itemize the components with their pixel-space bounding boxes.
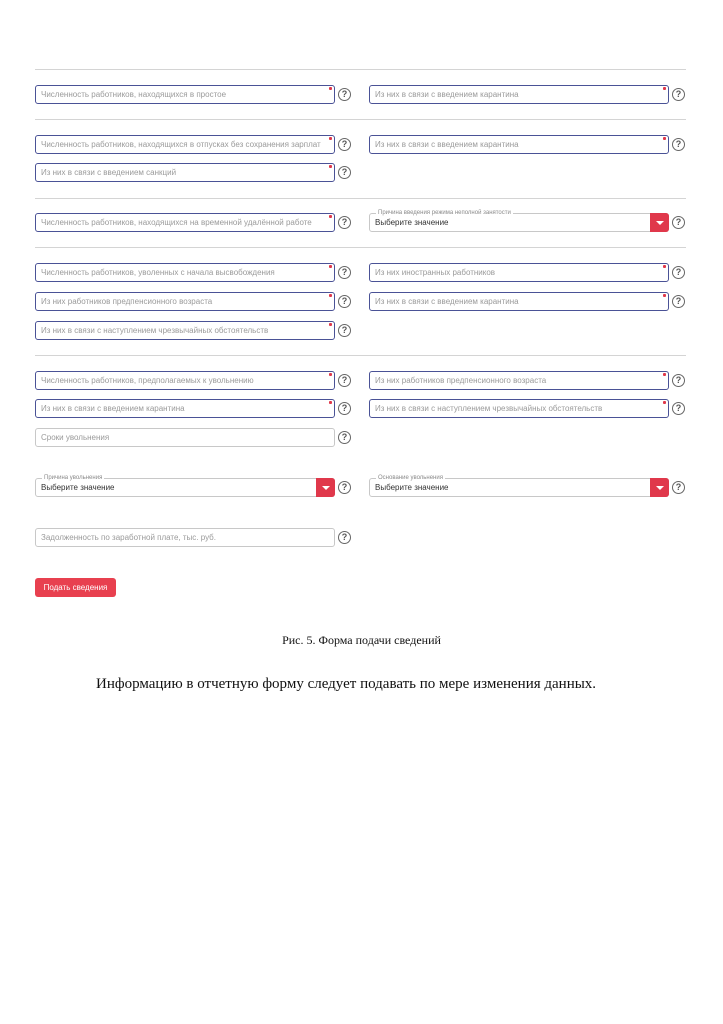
help-icon[interactable]: ? — [672, 481, 685, 494]
required-marker — [663, 401, 666, 404]
help-icon[interactable]: ? — [672, 88, 685, 101]
select-legend: Причина увольнения — [44, 475, 103, 481]
select-value: Выберите значение — [375, 483, 449, 492]
help-icon[interactable]: ? — [672, 374, 685, 387]
required-marker — [329, 323, 332, 326]
help-icon[interactable]: ? — [338, 374, 351, 387]
field-placeholder: Из них работников предпенсионного возраста — [41, 297, 213, 306]
field-placeholder: Из них в связи с введением карантина — [375, 90, 519, 99]
section-divider — [35, 247, 686, 248]
chevron-down-icon[interactable] — [650, 478, 669, 497]
dismissal-basis-select[interactable] — [369, 475, 669, 497]
field-placeholder: Из них иностранных работников — [375, 268, 496, 277]
required-marker — [329, 87, 332, 90]
workers-unpaid-leave-input[interactable] — [35, 135, 335, 154]
field-placeholder: Из них в связи с введением карантина — [375, 297, 519, 306]
unpaid-leave-quarantine-input[interactable] — [369, 135, 669, 154]
dismissed-foreign-input[interactable] — [369, 263, 669, 282]
help-icon[interactable]: ? — [338, 324, 351, 337]
required-marker — [663, 87, 666, 90]
field-placeholder: Численность работников, находящихся в простое — [41, 90, 227, 99]
help-icon[interactable]: ? — [672, 295, 685, 308]
dismissed-prepension-input[interactable] — [35, 292, 335, 311]
help-icon[interactable]: ? — [672, 138, 685, 151]
select-value: Выберите значение — [375, 218, 449, 227]
workers-idle-input[interactable] — [35, 85, 335, 104]
unpaid-leave-sanctions-input[interactable] — [35, 163, 335, 182]
field-placeholder: Из них в связи с наступлением чрезвычайных обстоятельств — [375, 404, 603, 413]
dismissal-terms-input[interactable] — [35, 428, 335, 447]
required-marker — [663, 294, 666, 297]
field-placeholder: Численность работников, предполагаемых к увольнению — [41, 376, 254, 385]
field-placeholder: Из них работников предпенсионного возраста — [375, 376, 547, 385]
submit-button[interactable]: Подать сведения — [35, 578, 116, 597]
help-icon[interactable]: ? — [672, 216, 685, 229]
salary-debt-input[interactable] — [35, 528, 335, 547]
help-icon[interactable]: ? — [338, 402, 351, 415]
planned-prepension-input[interactable] — [369, 371, 669, 390]
required-marker — [329, 401, 332, 404]
field-placeholder: Из них в связи с введением карантина — [41, 404, 185, 413]
help-icon[interactable]: ? — [338, 138, 351, 151]
chevron-down-icon[interactable] — [316, 478, 335, 497]
help-icon[interactable]: ? — [338, 295, 351, 308]
workers-planned-dismissal-input[interactable] — [35, 371, 335, 390]
section-divider — [35, 198, 686, 199]
figure-caption: Рис. 5. Форма подачи сведений — [282, 633, 441, 647]
dismissed-emergency-input[interactable] — [35, 321, 335, 340]
field-placeholder: Численность работников, уволенных с начала высвобождения — [41, 268, 275, 277]
idle-quarantine-input[interactable] — [369, 85, 669, 104]
planned-quarantine-input[interactable] — [35, 399, 335, 418]
planned-emergency-input[interactable] — [369, 399, 669, 418]
workers-remote-input[interactable] — [35, 213, 335, 232]
dismissed-quarantine-input[interactable] — [369, 292, 669, 311]
chevron-down-icon[interactable] — [650, 213, 669, 232]
field-placeholder: Из них в связи с введением карантина — [375, 140, 519, 149]
field-placeholder: Сроки увольнения — [41, 433, 110, 442]
section-divider — [35, 69, 686, 70]
help-icon[interactable]: ? — [338, 481, 351, 494]
field-placeholder: Численность работников, находящихся на временной удалённой работе — [41, 218, 312, 227]
select-legend: Причина введения режима неполной занятости — [378, 210, 511, 216]
select-legend: Основание увольнения — [378, 475, 443, 481]
section-divider — [35, 355, 686, 356]
select-value: Выберите значение — [41, 483, 115, 492]
required-marker — [329, 265, 332, 268]
required-marker — [329, 373, 332, 376]
required-marker — [663, 265, 666, 268]
help-icon[interactable]: ? — [672, 402, 685, 415]
body-paragraph: Информацию в отчетную форму следует подавать по мере изменения данных. — [96, 676, 597, 692]
required-marker — [663, 373, 666, 376]
help-icon[interactable]: ? — [338, 88, 351, 101]
field-placeholder: Численность работников, находящихся в отпусках без сохранения зарплат — [41, 140, 321, 149]
dismissal-reason-select[interactable] — [35, 475, 335, 497]
required-marker — [329, 215, 332, 218]
required-marker — [663, 137, 666, 140]
field-placeholder: Из них в связи с наступлением чрезвычайных обстоятельств — [41, 326, 269, 335]
section-divider — [35, 119, 686, 120]
help-icon[interactable]: ? — [672, 266, 685, 279]
part-time-reason-select[interactable] — [369, 210, 669, 232]
help-icon[interactable]: ? — [338, 266, 351, 279]
help-icon[interactable]: ? — [338, 531, 351, 544]
field-placeholder: Из них в связи с введением санкций — [41, 168, 177, 177]
required-marker — [329, 137, 332, 140]
help-icon[interactable]: ? — [338, 431, 351, 444]
required-marker — [329, 165, 332, 168]
help-icon[interactable]: ? — [338, 216, 351, 229]
required-marker — [329, 294, 332, 297]
field-placeholder: Задолженность по заработной плате, тыс. руб. — [41, 533, 216, 542]
workers-dismissed-input[interactable] — [35, 263, 335, 282]
help-icon[interactable]: ? — [338, 166, 351, 179]
